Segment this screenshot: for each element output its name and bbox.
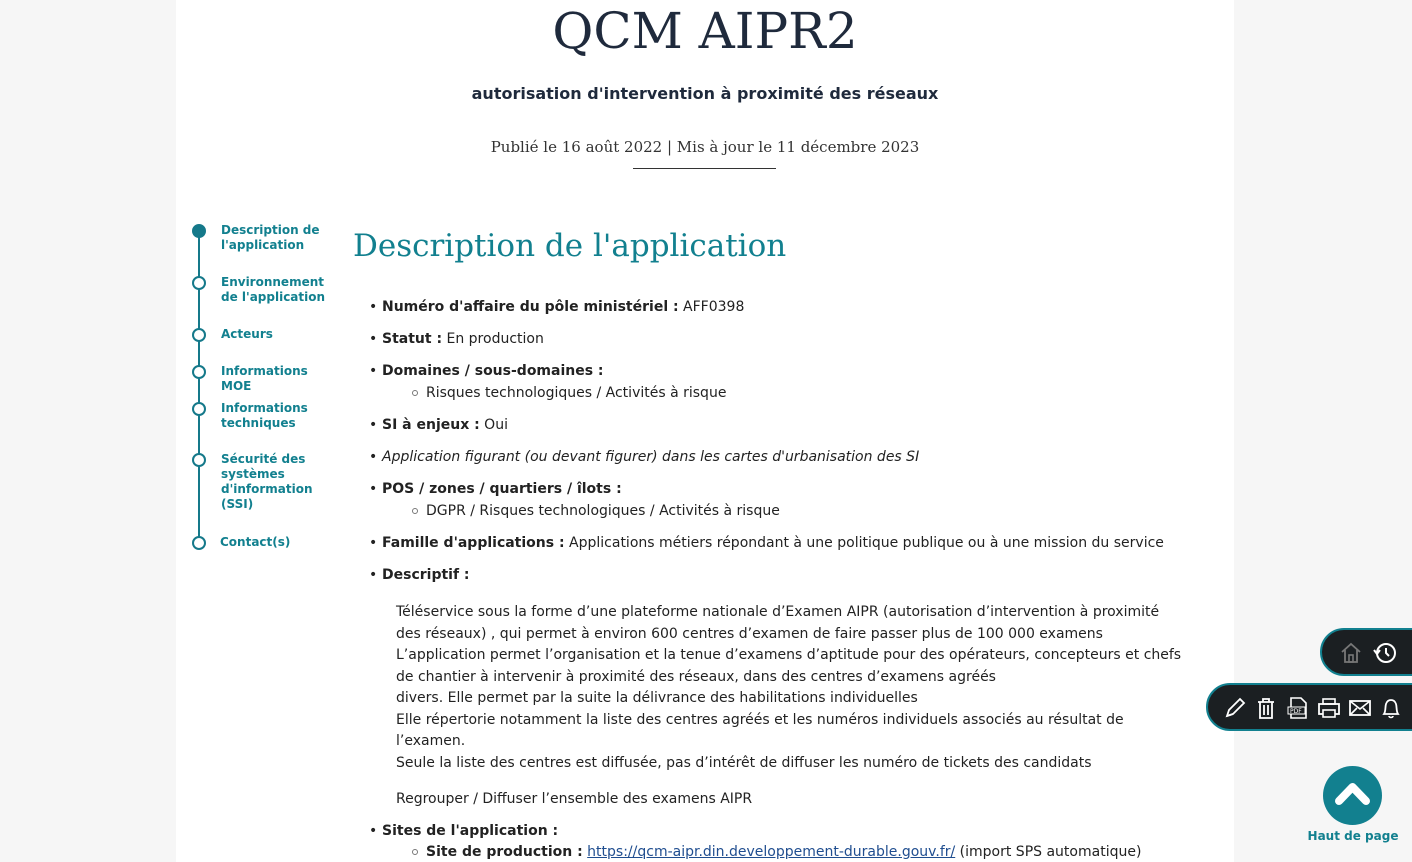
toc-label[interactable]: Environnement de l'application (221, 275, 326, 304)
descriptif-line: l’examen. (396, 733, 466, 749)
descriptif-extra (396, 789, 1156, 811)
toc-dot (192, 402, 206, 416)
field-value: Applications métiers répondant à une politique publique ou à une mission du service (569, 535, 1164, 551)
sub-bullet (412, 508, 418, 514)
field-label: Statut : (382, 331, 443, 347)
quick-nav-toolbar (1320, 628, 1412, 676)
descriptif-line: Seule la liste des centres est diffusée, pas d’intérêt de diffuser les numéro de tickets des candidats (396, 754, 1092, 771)
toc-label[interactable]: Informations techniques (221, 401, 308, 430)
toc-dot (192, 365, 206, 379)
bullet: • (369, 331, 378, 347)
bullet: • (369, 567, 378, 583)
field-value: Application figurant (ou devant figurer) dans les cartes d'urbanisation des SI (382, 449, 920, 465)
descriptif-line: Elle répertorie notamment la liste des centres agréés et les numéros individuels associés au résultat de (396, 711, 1124, 728)
chevron-up-icon (1323, 766, 1382, 825)
bullet: • (369, 299, 378, 315)
bullet: • (369, 535, 378, 551)
trash-icon[interactable] (1253, 695, 1279, 721)
bullet: • (369, 823, 378, 839)
field-label: POS / zones / quartiers / îlots : (382, 481, 622, 497)
descriptif-line: Téléservice sous la forme d’une plateforme nationale d’Examen AIPR (autorisation d’intervention à proximité (396, 604, 1160, 620)
descriptif-line: divers. Elle permet par la suite la délivrance des habilitations individuelles (396, 690, 918, 706)
bell-icon[interactable] (1378, 695, 1404, 721)
dates-divider (633, 168, 776, 169)
toc-dot-active (192, 224, 206, 238)
bullet: • (369, 417, 378, 433)
list-item-domaines (369, 363, 604, 379)
field-label: Site de production : (426, 844, 583, 860)
bullet: • (369, 449, 378, 465)
list-item-numero (369, 299, 745, 315)
section-heading: Description de l'application (353, 228, 787, 264)
page-container (176, 0, 1234, 862)
toc-dot (192, 453, 206, 467)
field-label: Famille d'applications : (382, 535, 565, 551)
field-value: Oui (484, 417, 508, 433)
field-label: Descriptif : (382, 567, 470, 583)
field-value: (import SPS automatique) (959, 844, 1142, 860)
svg-text:PDF: PDF (1290, 708, 1302, 715)
page-actions-toolbar (1206, 683, 1412, 731)
toc-label[interactable]: Contact(s) (220, 535, 291, 549)
sub-bullet (412, 390, 418, 396)
toc-label[interactable]: Informations MOE (221, 364, 308, 393)
sub-bullet (412, 849, 418, 855)
list-item-urbanisation (369, 449, 920, 465)
list-item-famille (369, 535, 1164, 551)
page-title: QCM AIPR2 (552, 2, 858, 60)
field-value: AFF0398 (683, 299, 745, 315)
field-value: Risques technologiques / Activités à risque (426, 385, 727, 401)
page-subtitle: autorisation d'intervention à proximité des réseaux (471, 84, 939, 103)
production-site-link[interactable]: https://qcm-aipr.din.developpement-durable.gouv.fr/ (587, 844, 956, 860)
field-label: SI à enjeux : (382, 417, 480, 433)
toc-label[interactable]: Sécurité des systèmes d'information (SSI) (221, 452, 313, 511)
toc-dot (192, 328, 206, 342)
history-icon[interactable] (1372, 640, 1398, 666)
mail-icon[interactable] (1347, 695, 1373, 721)
list-item-si-enjeux (369, 417, 508, 433)
pdf-icon[interactable] (1285, 695, 1311, 721)
list-item-pos (369, 481, 622, 497)
home-icon[interactable] (1338, 640, 1364, 666)
toc-dot (192, 536, 206, 550)
toc-label[interactable]: Acteurs (221, 327, 273, 341)
sub-item-pos (426, 503, 780, 519)
toc-label[interactable]: Description de l'application (221, 223, 320, 252)
edit-icon[interactable] (1222, 695, 1248, 721)
field-label: Numéro d'affaire du pôle ministériel : (382, 299, 679, 315)
descriptif-text (396, 602, 1182, 774)
field-label: Sites de l'application : (382, 823, 559, 839)
descriptif-line: L’application permet l’organisation et la tenue d’examens d’aptitude pour des opérateurs, concepteurs et chefs (396, 647, 1182, 663)
publication-dates: Publié le 16 août 2022 | Mis à jour le 11 décembre 2023 (490, 138, 920, 156)
list-item-sites (369, 823, 559, 839)
field-value: DGPR / Risques technologiques / Activités à risque (426, 503, 780, 519)
bullet: • (369, 363, 378, 379)
descriptif-extra-line: Regrouper / Diffuser l’ensemble des examens AIPR (396, 791, 753, 807)
descriptif-line: des réseaux) , qui permet à environ 600 centres d’examen de faire passer plus de 100 000 examens (396, 625, 1103, 642)
field-label: Domaines / sous-domaines : (382, 363, 604, 379)
list-item-statut (369, 331, 544, 347)
field-value: En production (446, 331, 544, 347)
toc-dot (192, 276, 206, 290)
descriptif-line: de chantier à intervenir à proximité des réseaux, dans des centres d’examens agréés (396, 668, 996, 685)
list-item-descriptif (369, 567, 470, 583)
sub-item-domaines (426, 385, 726, 401)
back-to-top-label[interactable]: Haut de page (1307, 829, 1399, 843)
bullet: • (369, 481, 378, 497)
print-icon[interactable] (1316, 695, 1342, 721)
sub-item-production (426, 844, 1141, 860)
back-to-top-button[interactable] (1323, 766, 1382, 825)
